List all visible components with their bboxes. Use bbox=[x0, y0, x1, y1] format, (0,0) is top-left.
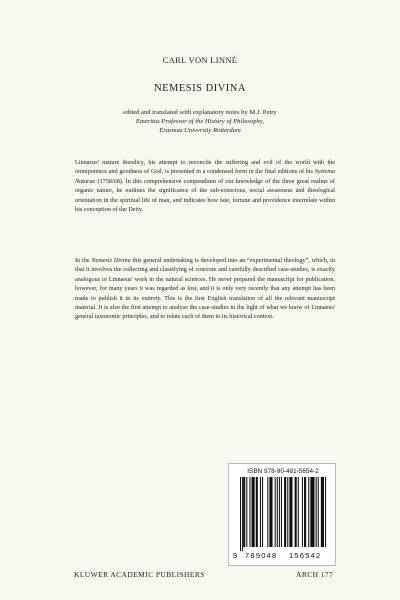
publisher-name: KLUWER ACADEMIC PUBLISHERS bbox=[74, 570, 205, 579]
barcode-bar bbox=[267, 477, 268, 547]
barcode-bar bbox=[310, 477, 314, 547]
paragraph-2-italic: Nemesis Divina bbox=[91, 257, 131, 264]
barcode-bar bbox=[252, 477, 255, 547]
paragraph-2-text-a: In the bbox=[75, 257, 92, 264]
catalog-number: ARCH 177 bbox=[296, 570, 334, 579]
barcode-bar bbox=[287, 477, 288, 547]
barcode-bar bbox=[256, 477, 258, 547]
barcode-bar bbox=[240, 477, 241, 551]
barcode-bar bbox=[321, 477, 324, 547]
isbn-label: ISBN 978-90-481-5654-2 bbox=[247, 468, 319, 475]
barcode-bar bbox=[302, 477, 303, 547]
paragraph-1-italic: Systema Naturae bbox=[75, 168, 335, 185]
barcode-bar bbox=[281, 477, 282, 547]
barcode-bar bbox=[269, 477, 272, 547]
description-paragraph-1 bbox=[75, 158, 335, 214]
barcode-bar bbox=[277, 477, 278, 547]
barcode-bars bbox=[239, 477, 327, 557]
paragraph-1-text-a: Linnaeus' mature theodicy, his attempt to reconcile the suffering and evil of the world with the omnipotence and goodness of God, is presented in a condensed form in the final editions of his bbox=[75, 159, 335, 176]
barcode-bar bbox=[275, 477, 276, 547]
barcode-bar bbox=[289, 477, 292, 547]
barcode-bar bbox=[316, 477, 317, 547]
paragraph-2-text-b: this general undertaking is developed into an “experimental theology”, which, in that it involves the collecting and classifying of concrete and carefully described case-studies, is exactly analogous to Linnaeus' work in the natural sciences. He never prepared the manuscript for publication, however, for many years it was regarded as lost, and it is only very recently that any attempt has been made to publish it in its entirety. This is the first English translation of all the relevant manuscript material. It is also the first attempt to analyse the case-studies in the light of what we know of Linnaeus' general taxonomic principles, and to relate each of them to its historical context. bbox=[75, 257, 335, 321]
barcode-digit-first: 9 bbox=[233, 551, 238, 560]
credits-editor-line: edited and translated with explanatory notes by M.J. Petry bbox=[123, 109, 277, 116]
barcode-bar bbox=[295, 477, 297, 547]
credits-institution-line: Erasmus University Rotterdam bbox=[159, 127, 241, 134]
barcode-bar bbox=[249, 477, 250, 547]
barcode-bar bbox=[243, 477, 245, 547]
credits-block bbox=[0, 108, 400, 135]
author-name: CARL VON LINNÉ bbox=[162, 55, 238, 65]
barcode-bar bbox=[304, 477, 306, 547]
isbn-barcode-box bbox=[228, 463, 336, 566]
description-paragraph-2 bbox=[75, 256, 335, 322]
barcode-bar bbox=[246, 477, 247, 547]
barcode-bar bbox=[298, 477, 299, 547]
credits-position-line: Emeritus Professor of the History of Philosophy, bbox=[135, 118, 265, 125]
barcode-bar bbox=[260, 477, 261, 547]
barcode-bar bbox=[308, 477, 309, 547]
barcode-bar bbox=[242, 477, 243, 551]
barcode-bar bbox=[325, 477, 326, 547]
barcode-digits-right: 156542 bbox=[289, 551, 322, 560]
barcode-bar bbox=[262, 477, 263, 547]
book-title: NEMESIS DIVINA bbox=[154, 83, 246, 94]
barcode-bar bbox=[279, 477, 280, 547]
barcode-digits-left: 789048 bbox=[245, 551, 278, 560]
barcode-bar bbox=[284, 477, 286, 547]
paragraph-1-text-b: (1758/68). In this comprehensive compendium of our knowledge of the three great realms of organic nature, he outlines the significance of the sub-conscious, social awareness and theological orientation in the spiritual life of man, and indicates how fate, fortune and providence interrelate within his conception of the Deity. bbox=[75, 177, 335, 214]
barcode-bar bbox=[318, 477, 319, 547]
